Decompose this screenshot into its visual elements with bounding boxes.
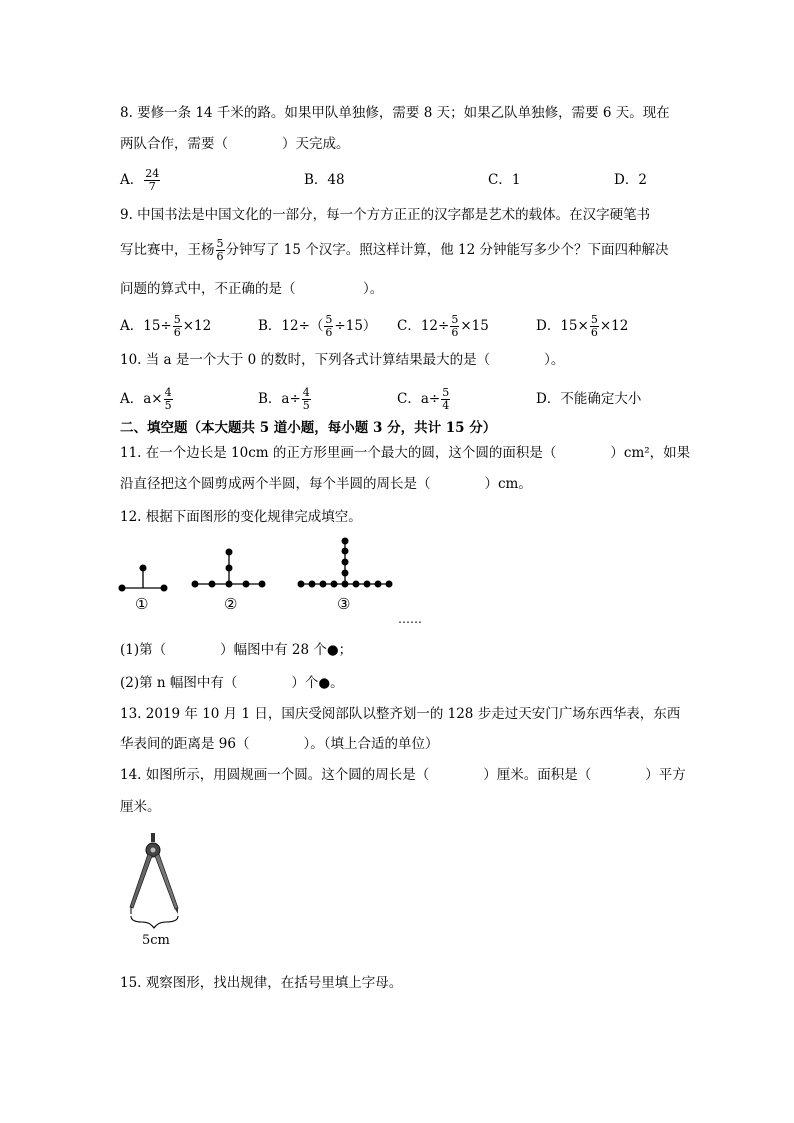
q8-option-c: C．1	[488, 172, 521, 188]
q12-figure-label-1: ①	[135, 595, 149, 613]
q8-option-a-fraction: $\frac{24}{7}$	[145, 167, 160, 193]
q9-option-b: B．12÷（ $\frac{5}{6}$ ÷15）	[258, 313, 377, 339]
q8-option-d: D．2	[614, 172, 647, 188]
q10-option-a: A．a× $\frac{4}{5}$	[120, 386, 172, 412]
q9-line1: 9. 中国书法是中国文化的一部分，每一个方方正正的汉字都是艺术的载体。在汉字硬笔书	[120, 207, 651, 223]
q9-option-d: D．15× $\frac{5}{6}$ ×12	[536, 313, 629, 339]
q8-line2: 两队合作，需要（ ）天完成。	[120, 136, 350, 152]
q14-line1: 14. 如图所示，用圆规画一个圆。这个圆的周长是（ ）厘米。面积是（ ）平方	[120, 767, 686, 783]
q9-option-c: C．12÷ $\frac{5}{6}$ ×15	[397, 313, 489, 339]
q9-option-a: A．15÷ $\frac{5}{6}$ ×12	[120, 313, 212, 339]
q12-dot-pattern-figure	[112, 536, 412, 616]
q13-line1: 13. 2019 年 10 月 1 日，国庆受阅部队以整齐划一的 128 步走过天安门广场东西华表，东西	[120, 706, 681, 722]
q10-line1: 10. 当 a 是一个大于 0 的数时，下列各式计算结果最大的是（ ）。	[120, 352, 565, 368]
q12-figure-3	[298, 538, 393, 588]
q9-line3: 问题的算式中，不正确的是（ ）。	[120, 281, 384, 297]
q8-option-a: A． $\frac{24}{7}$	[120, 167, 160, 193]
q12-sub2: (2)第 n 幅图中有（ ）个●。	[120, 675, 344, 691]
q8-option-b: B．48	[304, 172, 345, 188]
q12-figure-1	[119, 565, 168, 592]
q11-line2: 沿直径把这个圆剪成两个半圆，每个半圆的周长是（ ）cm。	[120, 476, 532, 492]
q12-figure-label-2: ②	[224, 595, 238, 613]
q13-line2: 华表间的距离是 96（ ）。（填上合适的单位）	[120, 736, 439, 752]
q14-line2: 厘米。	[120, 799, 161, 815]
compass-radius-label: 5cm	[142, 933, 170, 948]
q8-line1: 8. 要修一条 14 千米的路。如果甲队单独修，需要 8 天；如果乙队单独修，需要 6 天。现在	[120, 105, 670, 121]
q11-line1: 11. 在一个边长是 10cm 的正方形里画一个最大的圆，这个圆的面积是（ ）cm²，如果	[120, 445, 691, 461]
q15-line1: 15. 观察图形，找出规律，在括号里填上字母。	[120, 975, 403, 991]
q12-figure-label-3: ③	[337, 595, 351, 613]
q9-line2: 写比赛中，王杨 $\frac{5}{6}$ 分钟写了 15 个汉字。照这样计算，他 12 分钟能写多少个？下面四种解决	[120, 237, 669, 263]
q12-line1: 12. 根据下面图形的变化规律完成填空。	[120, 509, 362, 525]
compass-figure	[120, 830, 190, 940]
q12-ellipsis: ……	[398, 612, 422, 626]
q9-line2-fraction: $\frac{5}{6}$	[216, 237, 224, 263]
q10-option-d: D．不能确定大小	[536, 391, 642, 407]
q10-option-b: B．a÷ $\frac{4}{5}$	[258, 386, 310, 412]
q10-option-c: C．a÷ $\frac{5}{4}$	[397, 386, 450, 412]
q12-sub1: (1)第（ ）幅图中有 28 个●；	[120, 642, 353, 658]
q12-figure-2	[192, 549, 266, 588]
section-2-header: 二、填空题（本大题共 5 道小题，每小题 3 分，共计 15 分）	[120, 420, 497, 436]
